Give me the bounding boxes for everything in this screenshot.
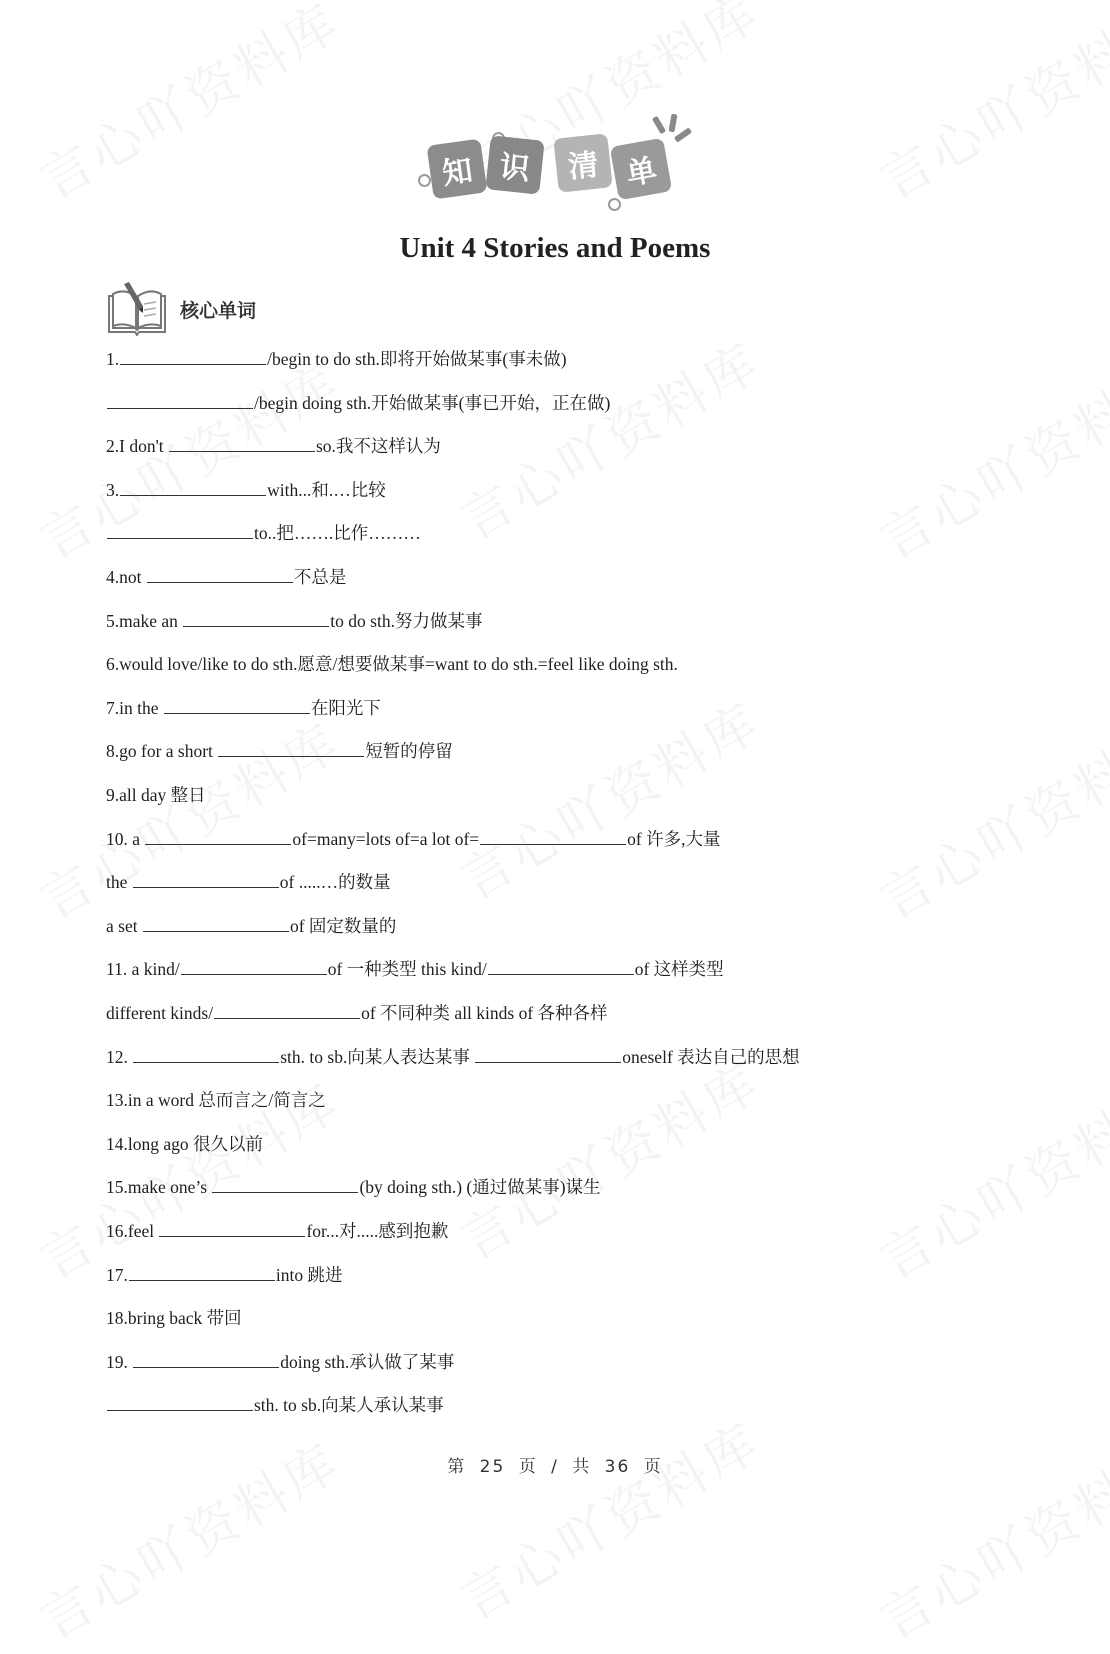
vocab-text: of 许多,大量 [627,828,721,849]
ring-decoration-icon [418,174,431,187]
fill-in-blank[interactable] [133,1366,279,1368]
vocab-line [106,564,346,589]
vocab-text: doing sth.承认做了某事 [280,1351,455,1372]
book-pencil-icon [106,282,168,336]
fill-in-blank[interactable] [169,450,315,452]
burst-decoration-icon [652,116,666,135]
vocab-text: 10. a [106,828,145,849]
banner-tile: 清 [553,133,612,192]
page-title: Unit 4 Stories and Poems [399,232,711,264]
fill-in-blank[interactable] [159,1235,305,1237]
vocab-line [106,913,396,938]
vocab-text: 11. a kind/ [106,959,180,980]
vocab-line [106,1131,263,1156]
page-number: 第 25 页 / 共 36 页 [447,1457,663,1477]
vocab-text: 2.I don't [106,436,168,457]
vocab-text: /begin doing sth.开始做某事(事已开始，正在做) [254,392,611,413]
fill-in-blank[interactable] [107,1409,253,1411]
vocab-line [106,869,391,894]
vocab-text: with...和.…比较 [267,479,386,500]
vocab-line [106,477,386,502]
banner-tile: 识 [485,135,544,194]
vocab-text: (by doing sth.) (通过做某事)谋生 [359,1177,601,1198]
fill-in-blank[interactable] [120,494,266,496]
fill-in-blank[interactable] [181,973,327,975]
vocab-line [106,390,610,415]
vocab-text: into 跳进 [275,1264,343,1285]
burst-decoration-icon [668,114,677,133]
vocab-text: 在阳光下 [310,697,381,718]
vocab-line [106,1174,601,1199]
fill-in-blank[interactable] [480,843,626,845]
fill-in-blank[interactable] [107,407,253,409]
vocab-line [106,433,441,458]
vocab-text: different kinds/ [106,1003,214,1023]
section-header [106,282,256,336]
vocab-text: to..把…….比作……… [254,523,421,544]
vocab-text: a set [106,915,142,936]
vocab-text: of 这样类型 [634,959,724,980]
fill-in-blank[interactable] [212,1191,358,1193]
fill-in-blank[interactable] [183,625,329,627]
fill-in-blank[interactable] [133,886,279,888]
vocab-line [106,1349,454,1374]
vocab-text: 8.go for a short [106,741,218,762]
fill-in-blank[interactable] [218,755,364,757]
vocab-line [106,1262,342,1287]
burst-decoration-icon [674,127,692,142]
vocab-text: 5.make an [106,610,183,631]
vocab-text: 18.bring back 带回 [106,1308,242,1329]
fill-in-blank[interactable] [107,537,253,539]
vocab-text: 17. [106,1264,128,1285]
vocab-text: /begin to do sth.即将开始做某事(事未做) [267,349,567,369]
fill-in-blank[interactable] [488,973,634,975]
vocab-text: 不总是 [293,567,347,587]
vocab-text: 短暂的停留 [365,741,453,762]
fill-in-blank[interactable] [214,1017,360,1019]
vocab-line [106,651,678,676]
vocab-line [106,608,482,633]
vocab-text: 14.long ago 很久以前 [106,1133,264,1154]
vocab-text: the [106,872,132,893]
vocab-line [106,1218,448,1243]
vocab-text: of 不同种类 all kinds of 各种各样 [361,1003,608,1023]
vocab-text: of=many=lots of=a lot of= [292,828,480,849]
vocab-text: 12. [106,1046,133,1067]
fill-in-blank[interactable] [145,843,291,845]
vocab-text: of .....…的数量 [279,872,391,893]
vocab-line [106,956,724,981]
vocab-line [106,1000,608,1025]
vocab-text: 1. [106,349,120,369]
vocab-text: 4.not [106,567,146,587]
vocab-text: 15.make one’s [106,1177,212,1198]
banner-tile: 单 [610,138,673,201]
vocab-line [106,1392,444,1417]
vocab-line [106,695,381,720]
vocab-line [106,782,206,807]
vocab-text: to do sth.努力做某事 [330,610,483,631]
vocab-text: 16.feel [106,1221,159,1241]
banner-tile: 知 [427,139,488,200]
vocab-text: oneself 表达自己的思想 [622,1046,800,1067]
fill-in-blank[interactable] [475,1061,621,1063]
fill-in-blank[interactable] [133,1061,279,1063]
fill-in-blank[interactable] [143,930,289,932]
vocab-line [106,1044,800,1069]
ring-decoration-icon [608,198,621,211]
section-label: 核心单词 [180,299,257,322]
vocab-line [106,1087,326,1112]
vocab-line [106,1305,242,1330]
vocab-text: 3. [106,479,120,500]
vocab-line [106,826,720,851]
fill-in-blank[interactable] [147,581,293,583]
vocab-text: 7.in the [106,697,163,718]
vocab-text: 6.would love/like to do sth.愿意/想要做某事=want to do sth.=feel like doing sth. [106,654,678,675]
vocab-text: 19. [106,1351,133,1372]
knowledge-list-banner [418,112,698,217]
vocab-text: of 一种类型 this kind/ [327,959,487,980]
vocab-text: 13.in a word 总而言之/简言之 [106,1090,326,1111]
vocab-text: sth. to sb.向某人承认某事 [254,1395,444,1416]
vocab-text: of 固定数量的 [289,915,397,936]
vocab-text: sth. to sb.向某人表达某事 [280,1046,475,1067]
vocab-text: 9.all day 整日 [106,785,206,805]
vocab-line [106,346,567,371]
fill-in-blank[interactable] [164,712,310,714]
vocab-text: so.我不这样认为 [315,436,441,457]
vocab-line [106,738,453,763]
vocab-text: for...对.....感到抱歉 [306,1221,449,1241]
fill-in-blank[interactable] [120,363,266,365]
fill-in-blank[interactable] [129,1279,275,1281]
vocab-line [106,520,421,545]
